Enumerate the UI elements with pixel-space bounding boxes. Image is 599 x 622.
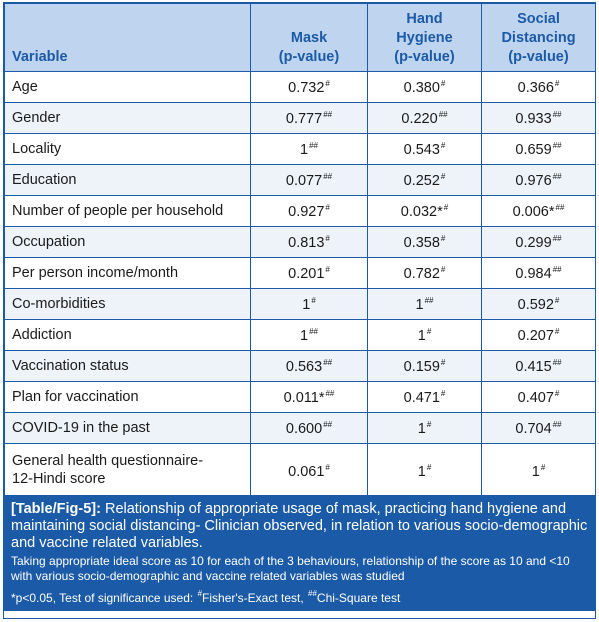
hand-hygiene-p-value: 0.471# (368, 382, 482, 413)
table-row (5, 72, 596, 103)
row-variable: Addiction (5, 320, 251, 351)
row-variable: COVID-19 in the past (5, 413, 251, 444)
social-distancing-p-value: 0.592# (482, 289, 596, 320)
mask-p-value: 1## (251, 134, 368, 165)
row-variable: Number of people per household (5, 196, 251, 227)
social-distancing-p-value: 0.006*## (482, 196, 596, 227)
hand-hygiene-p-value: 1# (368, 413, 482, 444)
hand-hygiene-p-value: 0.032*# (368, 196, 482, 227)
header-hand-hygiene: Hand Hygiene (p-value) (368, 4, 482, 72)
mask-p-value: 0.061# (251, 444, 368, 496)
row-variable: Co-morbidities (5, 289, 251, 320)
table-row (5, 165, 596, 196)
caption-main (11, 501, 588, 552)
row-variable: Per person income/month (5, 258, 251, 289)
row-variable: Plan for vaccination (5, 382, 251, 413)
caption-text: Relationship of appropriate usage of mask, practicing hand hygiene and maintaining social distancing- Clinician observed, in relation to various socio-demographic and vaccine related variables. (11, 501, 588, 551)
row-variable: Age (5, 72, 251, 103)
table-row (5, 258, 596, 289)
mask-p-value: 0.927# (251, 196, 368, 227)
significance-note: *p<0.05, Test of significance used: #Fisher's-Exact test, ##Chi-Square test (11, 589, 401, 605)
mask-p-value: 0.600## (251, 413, 368, 444)
mask-p-value: 1# (251, 289, 368, 320)
social-distancing-p-value: 0.415## (482, 351, 596, 382)
table-row (5, 320, 596, 351)
table-row (5, 134, 596, 165)
table-row (5, 196, 596, 227)
mask-p-value: 1## (251, 320, 368, 351)
table-row (5, 413, 596, 444)
caption-note: Taking appropriate ideal score as 10 for each of the 3 behaviours, relationship of the score as 10 and <10 with various socio-demographic and vaccine related variables was studied (11, 554, 570, 583)
mask-p-value: 0.813# (251, 227, 368, 258)
header-variable: Variable (5, 4, 251, 72)
table-row (5, 289, 596, 320)
row-variable: Vaccination status (5, 351, 251, 382)
social-distancing-p-value: 0.366# (482, 72, 596, 103)
hand-hygiene-p-value: 1# (368, 320, 482, 351)
table-row (5, 382, 596, 413)
hand-hygiene-p-value: 0.358# (368, 227, 482, 258)
social-distancing-p-value: 1# (482, 444, 596, 496)
hand-hygiene-p-value: 1# (368, 444, 482, 496)
hand-hygiene-p-value: 1## (368, 289, 482, 320)
table-row (5, 227, 596, 258)
header-mask: Mask (p-value) (251, 4, 368, 72)
row-variable: Education (5, 165, 251, 196)
caption-label: [Table/Fig-5]: (11, 501, 101, 517)
hand-hygiene-p-value: 0.220## (368, 103, 482, 134)
table-row (5, 444, 596, 496)
hand-hygiene-p-value: 0.543# (368, 134, 482, 165)
mask-p-value: 0.777## (251, 103, 368, 134)
table-row (5, 351, 596, 382)
mask-p-value: 0.011*## (251, 382, 368, 413)
social-distancing-p-value: 0.299## (482, 227, 596, 258)
social-distancing-p-value: 0.207# (482, 320, 596, 351)
mask-p-value: 0.201# (251, 258, 368, 289)
hand-hygiene-p-value: 0.380# (368, 72, 482, 103)
results-table (4, 3, 596, 496)
social-distancing-p-value: 0.704## (482, 413, 596, 444)
header-social-distancing: Social Distancing (p-value) (482, 4, 596, 72)
row-variable: Occupation (5, 227, 251, 258)
mask-p-value: 0.563## (251, 351, 368, 382)
row-variable: General health questionnaire- 12-Hindi score (5, 444, 251, 496)
table-figure (3, 2, 596, 619)
hand-hygiene-p-value: 0.782# (368, 258, 482, 289)
hand-hygiene-p-value: 0.252# (368, 165, 482, 196)
header-row (5, 4, 596, 72)
social-distancing-p-value: 0.976## (482, 165, 596, 196)
mask-p-value: 0.732# (251, 72, 368, 103)
social-distancing-p-value: 0.659## (482, 134, 596, 165)
social-distancing-p-value: 0.984## (482, 258, 596, 289)
row-variable: Gender (5, 103, 251, 134)
social-distancing-p-value: 0.407# (482, 382, 596, 413)
table-row (5, 103, 596, 134)
hand-hygiene-p-value: 0.159# (368, 351, 482, 382)
mask-p-value: 0.077## (251, 165, 368, 196)
table-caption (4, 496, 595, 611)
social-distancing-p-value: 0.933## (482, 103, 596, 134)
row-variable: Locality (5, 134, 251, 165)
